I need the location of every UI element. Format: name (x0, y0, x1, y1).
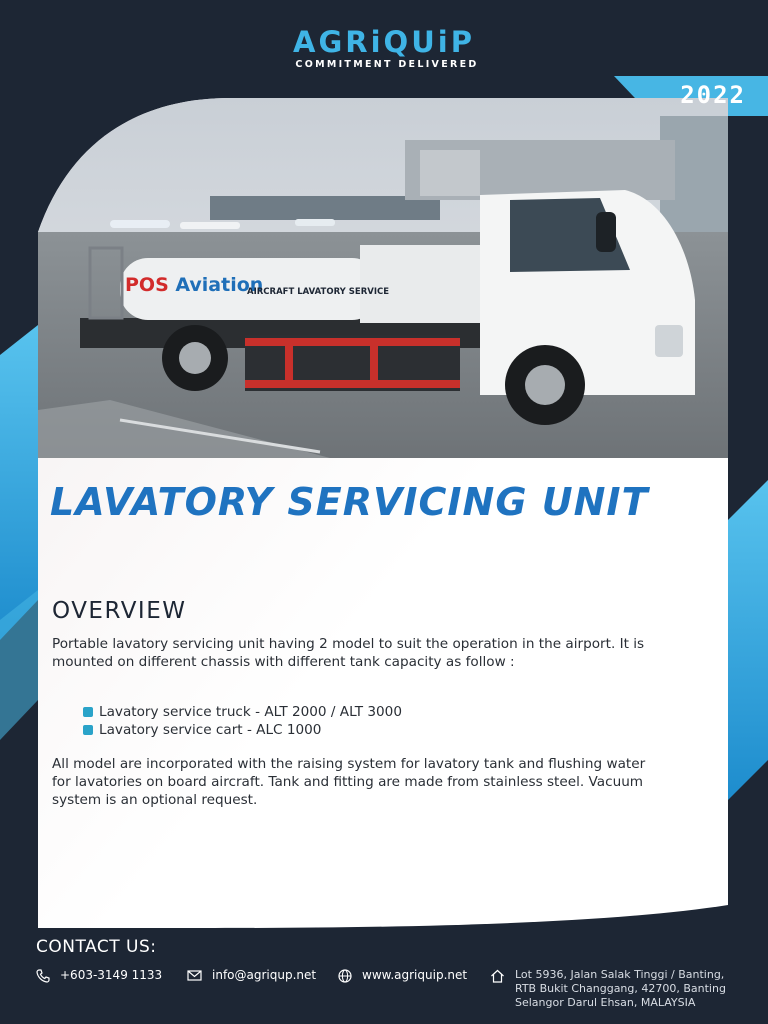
contact-address (490, 968, 747, 1010)
contact-heading: CONTACT US: (36, 937, 157, 957)
address-line: Selangor Darul Ehsan, MALAYSIA (515, 996, 696, 1009)
overview-details: All model are incorporated with the raising system for lavatory tank and flushing water for lavatories on board aircraft. Tank and fitting are made from stainless steel. Vacuum system is an optional request. (52, 756, 646, 808)
bullet-icon (83, 707, 93, 717)
model-label: Lavatory service cart - ALC 1000 (99, 722, 322, 738)
model-list (83, 703, 402, 739)
bullet-icon (83, 725, 93, 735)
address-line: RTB Bukit Changgang, 42700, Banting (515, 982, 726, 995)
model-label: Lavatory service truck - ALT 2000 / ALT 3000 (99, 704, 402, 720)
right-blue-stripe (728, 480, 768, 800)
brand-tagline: COMMITMENT DELIVERED (295, 59, 479, 70)
address-line: Lot 5936, Jalan Salak Tinggi / Banting, (515, 968, 725, 981)
list-item (83, 721, 402, 739)
truck-branding: POS Aviation (125, 274, 264, 296)
brand-logo (0, 26, 768, 70)
globe-icon (338, 969, 352, 983)
contact-phone[interactable] (36, 968, 162, 983)
overview-heading: OVERVIEW (52, 598, 187, 624)
mail-icon (187, 969, 202, 982)
address-text (515, 968, 747, 1010)
overview-intro: Portable lavatory servicing unit having 2 model to suit the operation in the airport. It is mounted on different chassis with different tank capacity as follow : (52, 636, 645, 670)
phone-icon (36, 969, 50, 983)
page-title: LAVATORY SERVICING UNIT (50, 480, 649, 524)
brand-name: AGRiQUiP (293, 25, 475, 59)
contact-email[interactable] (187, 968, 316, 982)
website-url: www.agriquip.net (362, 968, 468, 982)
list-item (83, 703, 402, 721)
left-blue-stripe (0, 325, 38, 640)
year-badge: 2022 (680, 81, 746, 109)
home-icon (490, 969, 505, 983)
phone-number: +603-3149 1133 (60, 968, 163, 982)
contact-website[interactable] (338, 968, 467, 983)
email-address: info@agriqup.net (212, 968, 317, 982)
truck-label: AIRCRAFT LAVATORY SERVICE (247, 287, 390, 297)
